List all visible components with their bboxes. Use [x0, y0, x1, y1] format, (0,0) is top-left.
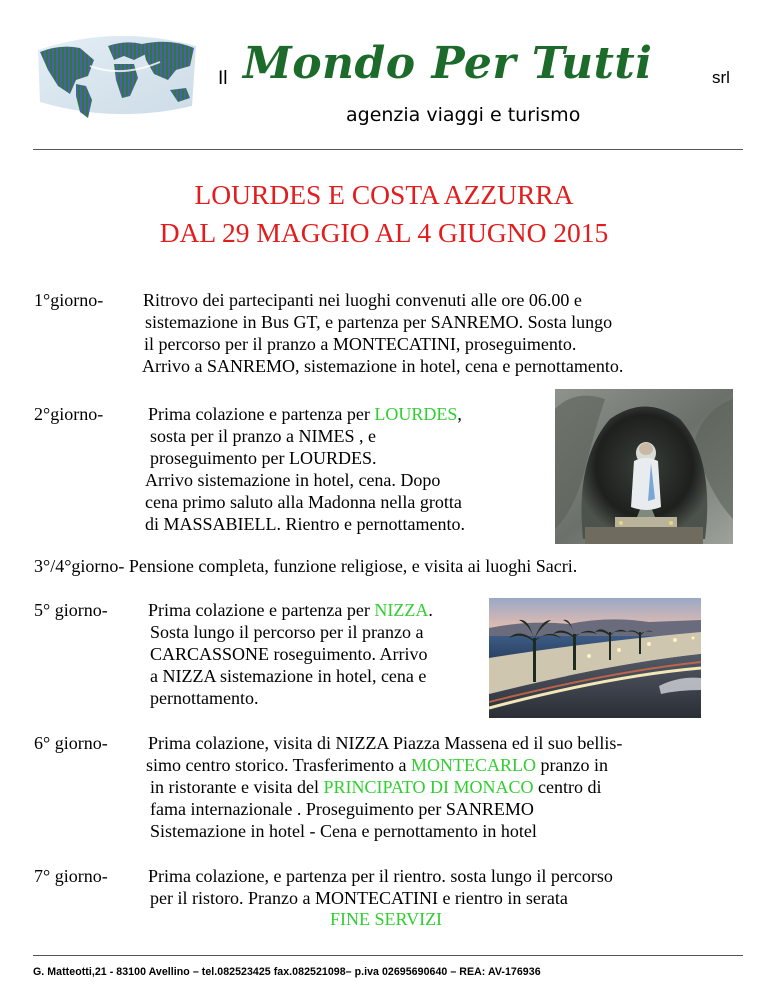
tagline: agenzia viaggi e turismo	[346, 104, 581, 126]
day-2-label: 2°giorno-	[34, 404, 104, 424]
day-1-line-3: il percorso per il pranzo a MONTECATINI, proseguimento.	[144, 334, 577, 354]
world-map-icon	[30, 20, 202, 128]
destination-monaco: PRINCIPATO DI MONACO	[323, 777, 534, 797]
footer-divider	[33, 955, 743, 956]
day-5-line-4: a NIZZA sistemazione in hotel, cena e	[150, 666, 427, 686]
day-1-line-2: sistemazione in Bus GT, e partenza per SANREMO. Sosta lungo	[145, 312, 613, 332]
day-2-line-6: di MASSABIELL. Rientro e pernottamento.	[145, 514, 465, 534]
destination-nizza: NIZZA	[374, 600, 429, 620]
day-6-line-4: fama internazionale . Proseguimento per SANREMO	[150, 799, 534, 819]
brand-suffix: srl	[712, 68, 730, 87]
day-5-line-5: pernottamento.	[150, 688, 259, 708]
day-7-line-1: Prima colazione, e partenza per il rientro. sosta lungo il percorso	[148, 866, 613, 886]
day-6-line-5: Sistemazione in hotel - Cena e pernottamento in hotel	[150, 821, 537, 841]
nice-promenade-photo	[489, 598, 701, 718]
day-6-label: 6° giorno-	[34, 733, 108, 753]
brand-name: Mondo Per Tutti	[243, 38, 653, 89]
day-6-line-1: Prima colazione, visita di NIZZA Piazza Massena ed il suo bellis-	[148, 733, 623, 753]
page-title: LOURDES E COSTA AZZURRA	[194, 179, 574, 210]
page-subtitle: DAL 29 MAGGIO AL 4 GIUGNO 2015	[159, 217, 609, 248]
destination-montecarlo: MONTECARLO	[410, 755, 536, 775]
day-1-line-1: Ritrovo dei partecipanti nei luoghi convenuti alle ore 06.00 e	[143, 290, 582, 310]
end-of-services: FINE SERVIZI	[330, 909, 443, 929]
day-1-line-4: Arrivo a SANREMO, sistemazione in hotel, cena e pernottamento.	[142, 356, 624, 376]
day-5-label: 5° giorno-	[34, 600, 108, 620]
day-3-4-line: 3°/4°giorno- Pensione completa, funzione religiose, e visita ai luoghi Sacri.	[34, 556, 578, 576]
day-1-label: 1°giorno-	[34, 290, 104, 310]
destination-lourdes: LOURDES	[374, 404, 458, 424]
day-7-label: 7° giorno-	[34, 866, 108, 886]
brand-prefix: Il	[218, 68, 228, 89]
day-5-line-2: Sosta lungo il percorso per il pranzo a	[150, 622, 424, 642]
day-2-line-2: sosta per il pranzo a NIMES , e	[150, 426, 376, 446]
footer-contact: G. Matteotti,21 - 83100 Avellino – tel.082523425 fax.082521098– p.iva 02695690640 – REA: AV-176936	[33, 966, 541, 978]
day-2-line-5: cena primo saluto alla Madonna nella grotta	[145, 492, 462, 512]
day-5-line-3: CARCASSONE roseguimento. Arrivo	[150, 644, 428, 664]
day-7-line-2: per il ristoro. Pranzo a MONTECATINI e rientro in serata	[150, 888, 568, 908]
day-6-line-2: simo centro storico. Trasferimento a MONTECARLO pranzo in	[146, 755, 608, 775]
day-6-line-3: in ristorante e visita del PRINCIPATO DI MONACO centro di	[150, 777, 602, 797]
day-2-line-4: Arrivo sistemazione in hotel, cena. Dopo	[145, 470, 441, 490]
day-2-line-1: Prima colazione e partenza per LOURDES,	[148, 404, 462, 424]
day-2-line-3: proseguimento per LOURDES.	[150, 448, 377, 468]
madonna-grotto-photo	[555, 389, 733, 544]
day-5-line-1: Prima colazione e partenza per NIZZA.	[148, 600, 433, 620]
header-divider	[33, 149, 743, 150]
